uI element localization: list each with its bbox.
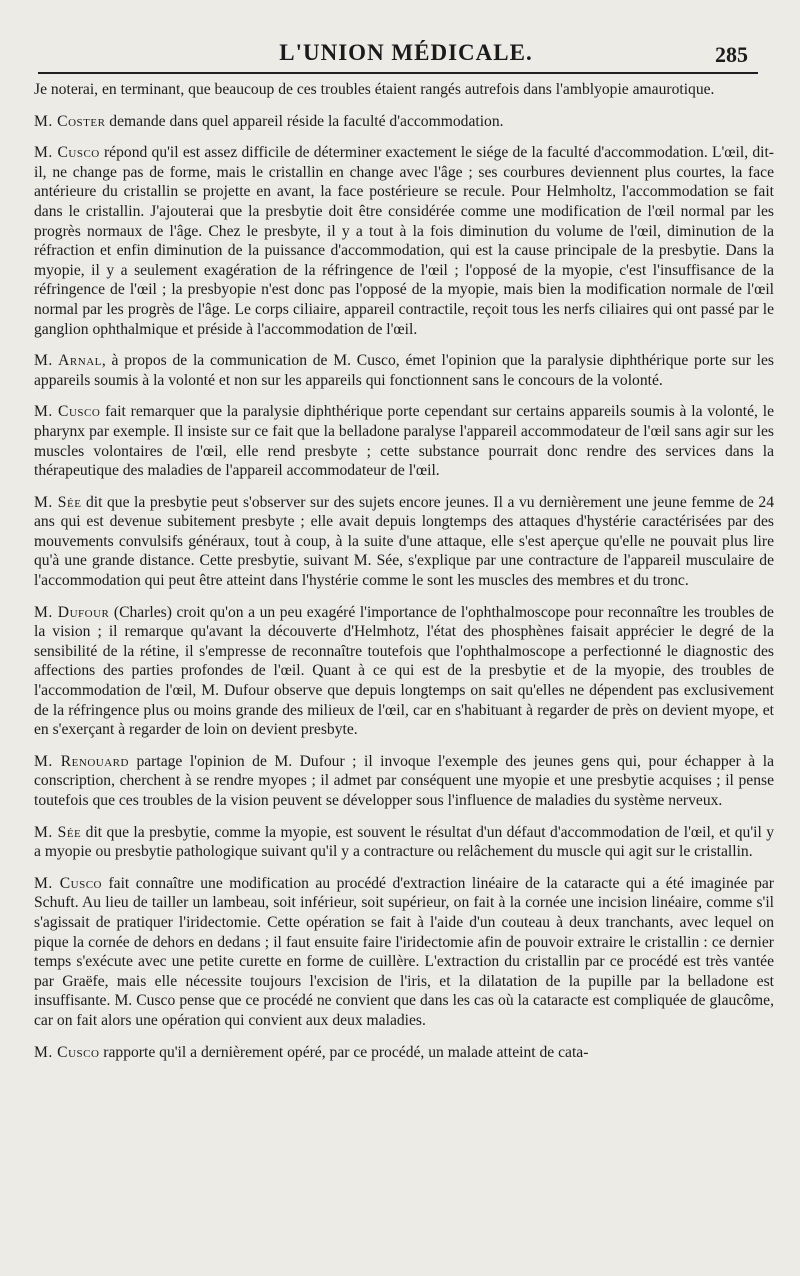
speaker-name: M. Cusco — [34, 144, 100, 162]
speaker-name: M. Renouard — [34, 752, 129, 770]
page-header — [34, 0, 778, 70]
paragraph-text: partage l'opinion de M. Dufour ; il invoque l'exemple des jeunes gens qui, pour échapper à la conscription, cherchent à se rendre myopes ; il admet par conséquent une myopie et une presbytie acquises ; il pense toutefois que ces troubles de la vision peuvent se développer sous l'influence de maladies du système nerveux. — [34, 752, 774, 809]
paragraph-text: , à propos de la communication de M. Cusco, émet l'opinion que la paralysie diphthérique porte sur les appareils soumis à la volonté et non sur les appareils qui fonctionnent sans le concours de la volonté. — [34, 352, 775, 389]
paragraph — [34, 823, 774, 862]
article-body — [34, 80, 774, 1074]
header-rule — [38, 72, 758, 74]
paragraph — [34, 752, 774, 811]
speaker-name: M. Sée — [34, 493, 82, 511]
speaker-name: M. Sée — [34, 823, 82, 841]
paragraph-text: (Charles) croit qu'on a un peu exagéré l'importance de l'ophthalmoscope pour reconnaître les troubles de la vision ; il remarque qu'avant la découverte d'Helmhotz, l'état des phosphènes faisait apprécier le degré de la sensibilité de la rétine, il s'empresse de reconnaître toutefois que l'ophthalmoscope a perfectionné le diagnostic des affections des parties profondes de l'œil. Quant à ce qui est de la presbytie et de la myopie, des troubles de l'accommodation de l'œil, M. Dufour observe que depuis longtemps on sait qu'elles ne dépendent pas exclusivement de la réfringence plus ou moins grande des milieux de l'œil, car en s'habituant à regarder de près on devient myope, et en s'exerçant à regarder de loin on devient presbyte. — [34, 603, 774, 739]
speaker-name: M. Cusco — [34, 874, 102, 892]
paragraph — [34, 493, 774, 591]
paragraph-text: rapporte qu'il a dernièrement opéré, par ce procédé, un malade atteint de cata- — [99, 1043, 589, 1061]
speaker-name: M. Coster — [34, 112, 106, 130]
paragraph — [34, 143, 774, 339]
paragraph — [34, 112, 774, 132]
paragraph-text: dit que la presbytie peut s'observer sur des sujets encore jeunes. Il a vu dernièrement une jeune femme de 24 ans qui est devenue subitement presbyte ; elle avait depuis longtemps des attaques d'hystérie caractérisées par des mouvements convulsifs généraux, tout à coup, à la suite d'une attaque, elle s'est aperçue qu'elle ne pouvait plus lire qu'à une grande distance. Cette presbytie, suivant M. Sée, s'explique par une contracture de l'appareil musculaire de l'accommodation qui peut être atteint dans l'hystérie comme le sont les muscles des membres et du tronc. — [34, 493, 774, 590]
speaker-name: M. Cusco — [34, 1043, 100, 1061]
paragraph — [34, 1043, 774, 1063]
speaker-name: M. Arnal — [34, 352, 102, 370]
paragraph-text: répond qu'il est assez difficile de déterminer exactement le siége de la faculté d'accommodation. L'œil, dit-il, ne change pas de forme, mais le cristallin en change avec l'âge ; ses courbures deviennent plus courtes, la face antérieure du cristallin se projette en avant, la face postérieure se recule. Pour Helmholtz, l'accommodation se fait dans le cristallin. J'ajouterai que la presbytie doit être considérée comme une modification de l'œil normal par les progrès normaux de l'âge. Chez le presbyte, il y a tout à la fois diminution du volume de l'œil, diminution de la réfraction et enfin diminution de la puissance d'accommodation, qui est la cause principale de la presbytie. Dans la myopie, il y a seulement exagération de la réfringence de l'œil ; l'opposé de la myopie, c'est l'insuffisance de la réfringence de l'œil ; la presbyopie n'est donc pas l'opposé de la myopie, mais bien la modification normale de l'œil normal par les progrès de l'âge. Le corps ciliaire, appareil contractile, reçoit tous les nerfs ciliaires qui ont passé par le ganglion ophthalmique et préside à l'accommodation de l'œil. — [34, 144, 775, 338]
speaker-name: M. Cusco — [34, 403, 101, 421]
paragraph — [34, 603, 774, 740]
paragraph-text: dit que la presbytie, comme la myopie, est souvent le résultat d'un défaut d'accommodation de l'œil, et qu'il y a myopie ou presbytie pathologique suivant qu'il y a contracture ou relâchement du muscle qui agit sur le cristallin. — [34, 823, 774, 861]
paragraph-text: Je noterai, en terminant, que beaucoup de ces troubles étaient rangés autrefois dans l'amblyopie amaurotique. — [34, 81, 715, 98]
page-number: 285 — [715, 42, 748, 67]
paragraph-text: fait connaître une modification au procédé d'extraction linéaire de la cataracte qui a été imaginée par Schuft. Au lieu de tailler un lambeau, soit inférieur, soit supérieur, on fait à la cornée une incision linéaire, comme s'il s'agissait de pratiquer l'iridectomie. Cette opération se fait à l'aide d'un couteau à deux tranchants, avec lequel on pique la cornée de dehors en dedans ; il faut ensuite faire l'iridectomie afin de pouvoir extraire le cristallin : ce dernier temps s'exécute avec une petite curette en forme de cuillère. L'extraction du cristallin par ce procédé est très vantée par Graëfe, mais elle nécessite toujours l'excision de l'iris, et la dilatation de la pupille par la belladone est insuffisante. M. Cusco pense que ce procédé ne convient que dans les cas où la cataracte est compliquée de glaucôme, car on fait alors une opération qui convient aux deux maladies. — [34, 874, 774, 1029]
paragraph-text: fait remarquer que la paralysie diphthérique porte cependant sur certains appareils soumis à la volonté, le pharynx par exemple. Il insiste sur ce fait que la belladone paralyse l'appareil accommodateur de l'œil sans agir sur les muscles volontaires de l'œil, elle rend presbyte ; cette substance pourrait donc rendre des services dans la thérapeutique des maladies de l'appareil accommodateur de l'œil. — [34, 403, 774, 480]
paragraph — [34, 402, 774, 480]
speaker-name: M. Dufour — [34, 603, 110, 621]
paragraph-text: demande dans quel appareil réside la faculté d'accommodation. — [105, 112, 504, 130]
paragraph — [34, 351, 774, 390]
paragraph — [34, 874, 774, 1031]
running-title: L'UNION MÉDICALE. — [279, 40, 533, 65]
paragraph — [34, 80, 774, 100]
